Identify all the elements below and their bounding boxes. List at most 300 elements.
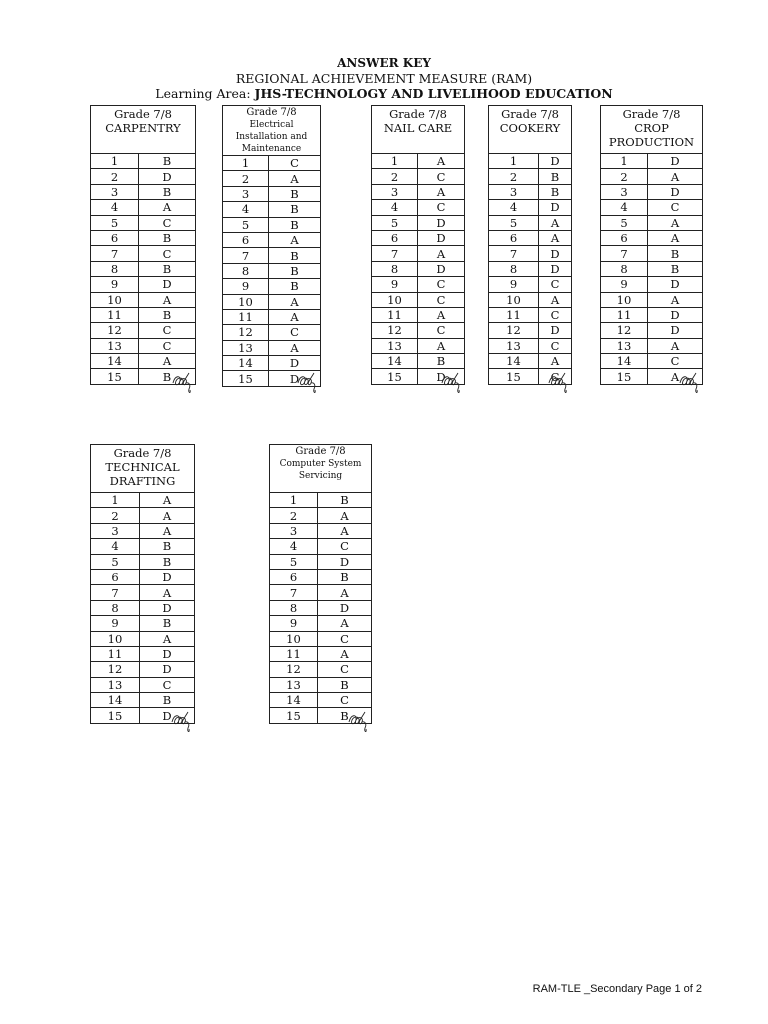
item-number: 15 [601, 369, 648, 384]
answer-cell: A [139, 292, 196, 307]
answer-cell: C [139, 323, 196, 338]
answer-key-table [90, 444, 195, 724]
table-row [91, 338, 196, 353]
answer-cell: D [140, 708, 195, 723]
table-row [91, 646, 195, 661]
answer-cell: D [648, 154, 703, 169]
answer-key-table [90, 105, 196, 385]
answer-cell: A [140, 493, 195, 508]
item-number: 5 [223, 217, 269, 232]
table-row [223, 248, 321, 263]
item-number: 10 [489, 292, 539, 307]
subject-label: CARPENTRY [105, 121, 181, 135]
item-number: 6 [270, 569, 318, 584]
table-row [270, 677, 372, 692]
item-number: 2 [489, 169, 539, 184]
item-number: 6 [223, 232, 269, 247]
item-number: 11 [489, 307, 539, 322]
item-number: 3 [489, 184, 539, 199]
answer-cell: C [418, 200, 465, 215]
answer-cell: C [269, 156, 321, 171]
answer-cell: C [648, 354, 703, 369]
table-row [489, 215, 572, 230]
answer-cell: C [318, 631, 372, 646]
answer-cell: D [418, 230, 465, 245]
answer-cell: A [140, 508, 195, 523]
table-row [270, 693, 372, 708]
table-row [372, 169, 465, 184]
table-row [601, 338, 703, 353]
table-header [91, 106, 196, 154]
answer-cell: C [139, 246, 196, 261]
answer-cell: B [318, 569, 372, 584]
table-row [223, 186, 321, 201]
item-number: 1 [91, 493, 140, 508]
table-row [489, 307, 572, 322]
answer-cell: B [269, 186, 321, 201]
answer-cell: B [269, 217, 321, 232]
table-row [372, 323, 465, 338]
table-row [270, 631, 372, 646]
subject-label: NAIL CARE [383, 121, 453, 135]
table-row [372, 261, 465, 276]
answer-cell: B [648, 246, 703, 261]
table-row [372, 277, 465, 292]
item-number: 15 [489, 369, 539, 384]
answer-cell: D [140, 600, 195, 615]
answer-cell: B [139, 154, 196, 169]
table-row [270, 508, 372, 523]
table-row [91, 693, 195, 708]
item-number: 7 [372, 246, 418, 261]
item-number: 13 [270, 677, 318, 692]
item-number: 15 [223, 371, 269, 386]
answer-cell: A [269, 232, 321, 247]
table-row [270, 600, 372, 615]
answer-cell: A [648, 292, 703, 307]
page-footer: RAM-TLE _Secondary Page 1 of 2 [532, 983, 702, 995]
table-row [270, 523, 372, 538]
item-number: 15 [91, 369, 139, 384]
answer-key-table [488, 105, 572, 385]
item-number: 15 [91, 708, 140, 723]
item-number: 10 [91, 631, 140, 646]
item-number: 4 [270, 539, 318, 554]
table-row [91, 246, 196, 261]
table-row [91, 200, 196, 215]
item-number: 5 [372, 215, 418, 230]
answer-cell: A [539, 292, 572, 307]
grade-label: Grade 7/8 [622, 107, 681, 121]
item-number: 6 [91, 569, 140, 584]
item-number: 13 [223, 340, 269, 355]
item-number: 9 [372, 277, 418, 292]
answer-cell: B [269, 279, 321, 294]
answer-cell: C [139, 338, 196, 353]
table-row [372, 338, 465, 353]
table-row [223, 340, 321, 355]
item-number: 7 [489, 246, 539, 261]
answer-cell: A [318, 523, 372, 538]
answer-cell: B [318, 677, 372, 692]
subject-label: CROP PRODUCTION [608, 121, 695, 149]
table-row [91, 600, 195, 615]
item-number: 11 [270, 646, 318, 661]
table-header [91, 445, 195, 493]
item-number: 3 [270, 523, 318, 538]
answer-cell: A [269, 309, 321, 324]
item-number: 7 [91, 585, 140, 600]
grade-label: Grade 7/8 [113, 446, 172, 460]
answer-cell: B [648, 261, 703, 276]
table-row [489, 354, 572, 369]
item-number: 3 [372, 184, 418, 199]
item-number: 6 [372, 230, 418, 245]
answer-cell: B [539, 184, 572, 199]
answer-cell: D [648, 277, 703, 292]
answer-cell: B [418, 354, 465, 369]
item-number: 11 [223, 309, 269, 324]
answer-cell: B [318, 493, 372, 508]
answer-cell: B [140, 554, 195, 569]
item-number: 10 [601, 292, 648, 307]
table-row [91, 354, 196, 369]
table-row [601, 292, 703, 307]
item-number: 4 [91, 200, 139, 215]
answer-cell: B [139, 230, 196, 245]
item-number: 12 [223, 325, 269, 340]
answer-cell: B [140, 616, 195, 631]
item-number: 12 [372, 323, 418, 338]
learning-area-value: JHS-TECHNOLOGY AND LIVELIHOOD EDUCATION [254, 86, 613, 101]
answer-cell: A [269, 294, 321, 309]
answer-cell: A [318, 585, 372, 600]
answer-cell: D [139, 169, 196, 184]
item-number: 11 [91, 646, 140, 661]
answer-cell: A [139, 200, 196, 215]
item-number: 8 [223, 263, 269, 278]
item-number: 4 [601, 200, 648, 215]
answer-cell: C [139, 215, 196, 230]
table-row [223, 171, 321, 186]
table-row [270, 616, 372, 631]
table-row [489, 338, 572, 353]
answer-cell: B [269, 248, 321, 263]
item-number: 6 [91, 230, 139, 245]
answer-cell: B [139, 307, 196, 322]
table-row [372, 307, 465, 322]
table-row [91, 554, 195, 569]
item-number: 9 [270, 616, 318, 631]
item-number: 9 [91, 277, 139, 292]
table-row [489, 292, 572, 307]
table-row [91, 307, 196, 322]
item-number: 7 [270, 585, 318, 600]
item-number: 2 [270, 508, 318, 523]
table-row [489, 184, 572, 199]
item-number: 3 [601, 184, 648, 199]
answer-key-table [371, 105, 465, 385]
table-row [601, 246, 703, 261]
item-number: 15 [372, 369, 418, 384]
answer-cell: D [140, 662, 195, 677]
answer-cell: D [139, 277, 196, 292]
item-number: 1 [91, 154, 139, 169]
item-number: 7 [223, 248, 269, 263]
answer-cell: D [269, 356, 321, 371]
item-number: 7 [601, 246, 648, 261]
answer-cell: B [140, 693, 195, 708]
item-number: 5 [489, 215, 539, 230]
item-number: 11 [601, 307, 648, 322]
table-row [91, 539, 195, 554]
item-number: 1 [270, 493, 318, 508]
answer-cell: D [539, 246, 572, 261]
table-row [372, 200, 465, 215]
subject-label: COOKERY [499, 121, 561, 135]
table-row [91, 261, 196, 276]
item-number: 13 [91, 677, 140, 692]
table-row [489, 323, 572, 338]
answer-cell: A [648, 169, 703, 184]
item-number: 12 [489, 323, 539, 338]
answer-cell: D [418, 261, 465, 276]
item-number: 5 [601, 215, 648, 230]
table-row [601, 230, 703, 245]
item-number: 5 [91, 215, 139, 230]
answer-key-table [269, 444, 372, 724]
answer-cell: A [648, 215, 703, 230]
item-number: 5 [270, 554, 318, 569]
table-row [223, 217, 321, 232]
answer-cell: D [140, 569, 195, 584]
table-row [91, 677, 195, 692]
table-row [489, 200, 572, 215]
answer-cell: A [418, 154, 465, 169]
table-header [601, 106, 703, 154]
table-header [223, 106, 321, 156]
table-header [489, 106, 572, 154]
item-number: 1 [489, 154, 539, 169]
table-row [91, 631, 195, 646]
table-row [489, 230, 572, 245]
answer-cell: A [269, 340, 321, 355]
answer-cell: B [318, 708, 372, 723]
answer-cell: C [318, 539, 372, 554]
answer-cell: D [418, 369, 465, 384]
answer-cell: D [648, 307, 703, 322]
item-number: 6 [489, 230, 539, 245]
item-number: 2 [372, 169, 418, 184]
table-row [372, 292, 465, 307]
item-number: 2 [223, 171, 269, 186]
grade-label: Grade 7/8 [295, 446, 346, 457]
item-number: 4 [223, 202, 269, 217]
document-title: ANSWER KEY [337, 56, 431, 70]
table-row [601, 215, 703, 230]
answer-cell: D [140, 646, 195, 661]
answer-cell: C [418, 169, 465, 184]
table-row [91, 292, 196, 307]
answer-cell: D [318, 554, 372, 569]
answer-cell: D [269, 371, 321, 386]
answer-cell: B [140, 539, 195, 554]
table-row [223, 156, 321, 171]
table-row [270, 662, 372, 677]
table-row [91, 184, 196, 199]
grade-label: Grade 7/8 [389, 107, 447, 121]
item-number: 1 [601, 154, 648, 169]
item-number: 13 [601, 338, 648, 353]
item-number: 10 [270, 631, 318, 646]
subject-label: Electrical Installation and Maintenance [235, 120, 308, 154]
answer-cell: A [139, 354, 196, 369]
answer-cell: A [648, 338, 703, 353]
item-number: 10 [372, 292, 418, 307]
table-row [91, 585, 195, 600]
answer-key-table [222, 105, 321, 387]
answer-cell: D [318, 600, 372, 615]
answer-cell: B [539, 169, 572, 184]
item-number: 1 [372, 154, 418, 169]
table-row [489, 169, 572, 184]
answer-cell: A [269, 171, 321, 186]
table-row [270, 585, 372, 600]
table-row [372, 354, 465, 369]
item-number: 1 [223, 156, 269, 171]
table-row [601, 200, 703, 215]
answer-cell: C [418, 323, 465, 338]
document-header [0, 56, 768, 101]
answer-cell: A [539, 215, 572, 230]
table-row [223, 294, 321, 309]
table-row [489, 277, 572, 292]
item-number: 13 [91, 338, 139, 353]
signature-initials-icon [545, 369, 575, 395]
answer-cell: B [269, 202, 321, 217]
table-row [91, 493, 195, 508]
table-row [372, 184, 465, 199]
item-number: 4 [489, 200, 539, 215]
answer-cell: A [418, 307, 465, 322]
item-number: 12 [91, 323, 139, 338]
table-row [91, 616, 195, 631]
answer-cell: C [318, 693, 372, 708]
item-number: 9 [223, 279, 269, 294]
answer-cell: D [539, 200, 572, 215]
item-number: 9 [601, 277, 648, 292]
table-row [223, 279, 321, 294]
table-row [372, 246, 465, 261]
table-row [91, 215, 196, 230]
answer-cell: B [139, 261, 196, 276]
signature-initials-icon [169, 369, 199, 395]
item-number: 9 [489, 277, 539, 292]
item-number: 11 [91, 307, 139, 322]
table-row [91, 508, 195, 523]
item-number: 3 [223, 186, 269, 201]
answer-cell: C [418, 277, 465, 292]
table-row [601, 277, 703, 292]
answer-cell: C [648, 200, 703, 215]
grade-label: Grade 7/8 [246, 107, 297, 118]
answer-cell: A [418, 184, 465, 199]
table-row [223, 309, 321, 324]
table-row [270, 569, 372, 584]
table-row [372, 154, 465, 169]
answer-cell: D [418, 215, 465, 230]
table-row [601, 323, 703, 338]
answer-cell: D [539, 261, 572, 276]
signature-initials-icon [168, 708, 198, 734]
table-row [601, 354, 703, 369]
table-row [223, 325, 321, 340]
table-row [489, 261, 572, 276]
item-number: 8 [489, 261, 539, 276]
item-number: 13 [489, 338, 539, 353]
answer-cell: B [269, 263, 321, 278]
table-row [223, 263, 321, 278]
item-number: 14 [372, 354, 418, 369]
answer-cell: B [139, 184, 196, 199]
answer-cell: A [140, 523, 195, 538]
item-number: 10 [223, 294, 269, 309]
answer-cell: C [418, 292, 465, 307]
table-row [270, 554, 372, 569]
signature-initials-icon [438, 369, 468, 395]
item-number: 12 [91, 662, 140, 677]
item-number: 4 [372, 200, 418, 215]
table-row [601, 261, 703, 276]
answer-key-table [600, 105, 703, 385]
table-row [91, 277, 196, 292]
answer-cell: C [318, 662, 372, 677]
table-row [91, 154, 196, 169]
item-number: 10 [91, 292, 139, 307]
item-number: 8 [372, 261, 418, 276]
table-row [270, 493, 372, 508]
answer-cell: D [539, 323, 572, 338]
answer-cell: D [648, 323, 703, 338]
item-number: 7 [91, 246, 139, 261]
learning-area [0, 86, 768, 101]
table-row [223, 232, 321, 247]
table-row [91, 662, 195, 677]
item-number: 3 [91, 523, 140, 538]
answer-cell: B [139, 369, 196, 384]
table-row [372, 215, 465, 230]
item-number: 5 [91, 554, 140, 569]
table-row [601, 307, 703, 322]
item-number: 14 [270, 693, 318, 708]
table-row [601, 184, 703, 199]
subject-label: Computer System Servicing [279, 459, 362, 481]
item-number: 9 [91, 616, 140, 631]
item-number: 2 [91, 508, 140, 523]
item-number: 8 [91, 600, 140, 615]
item-number: 14 [601, 354, 648, 369]
grade-label: Grade 7/8 [501, 107, 559, 121]
table-row [91, 569, 195, 584]
item-number: 12 [270, 662, 318, 677]
document-subtitle: REGIONAL ACHIEVEMENT MEASURE (RAM) [235, 71, 533, 86]
item-number: 3 [91, 184, 139, 199]
grade-label: Grade 7/8 [114, 107, 172, 121]
table-header [270, 445, 372, 493]
item-number: 14 [91, 354, 139, 369]
answer-cell: A [648, 369, 703, 384]
learning-area-label: Learning Area: [155, 86, 255, 101]
